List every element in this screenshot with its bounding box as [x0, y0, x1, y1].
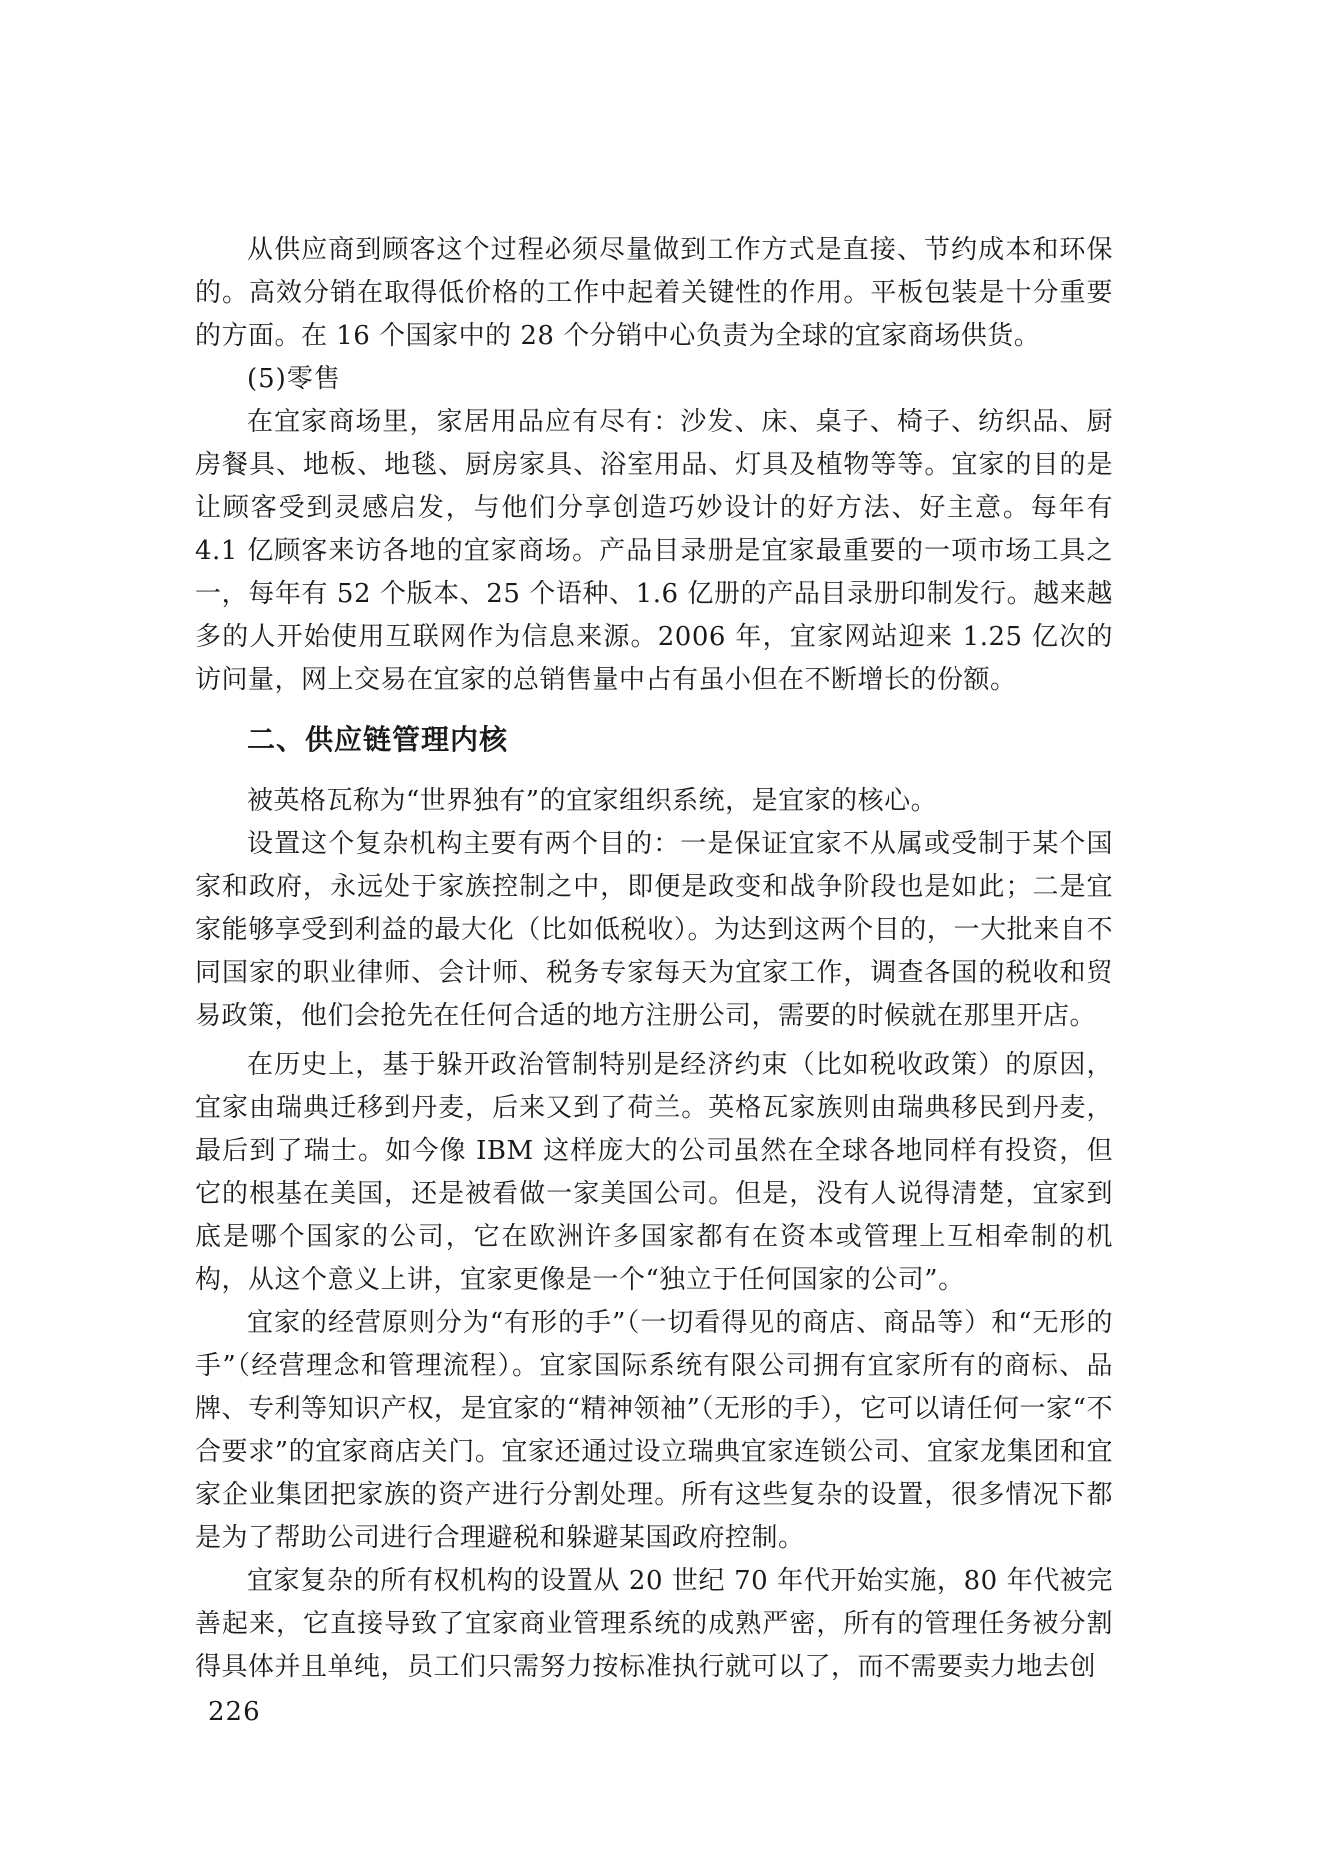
- paragraph-history: 在历史上，基于躲开政治管制特别是经济约束（比如税收政策）的原因，宜家由瑞典迁移到丹麦，后来又到了荷兰。英格瓦家族则由瑞典移民到丹麦，最后到了瑞士。如今像 IBM 这样庞大的公司虽然在全球各地同样有投资，但它的根基在美国，还是被看做一家美国公司。但是，没有人说得清楚，宜家到底是哪个国家的公司，它在欧洲许多国家都有在资本或管理上互相牵制的机构，从这个意义上讲，宜家更像是一个“独立于任何国家的公司”。: [195, 1050, 1113, 1295]
- body-text: [195, 229, 1113, 1689]
- paragraph-retail: 在宜家商场里，家居用品应有尽有：沙发、床、桌子、椅子、纺织品、厨房餐具、地板、地毯、厨房家具、浴室用品、灯具及植物等等。宜家的目的是让顾客受到灵感启发，与他们分享创造巧妙设计的好方法、好主意。每年有 4.1 亿顾客来访各地的宜家商场。产品目录册是宜家最重要的一项市场工具之一，每年有 52 个版本、25 个语种、1.6 亿册的产品目录册印制发行。越来越多的人开始使用互联网作为信息来源。2006 年，宜家网站迎来 1.25 亿次的访问量，网上交易在宜家的总销售量中占有虽小但在不断增长的份额。: [195, 407, 1113, 695]
- paragraph-organization-core: 被英格瓦称为“世界独有”的宜家组织系统，是宜家的核心。: [247, 786, 938, 816]
- paragraph-business-principles: 宜家的经营原则分为“有形的手”（一切看得见的商店、商品等）和“无形的手”（经营理念和管理流程）。宜家国际系统有限公司拥有宜家所有的商标、品牌、专利等知识产权，是宜家的“精神领袖”（无形的手），它可以请任何一家“不合要求”的宜家商店关门。宜家还通过设立瑞典宜家连锁公司、宜家龙集团和宜家企业集团把家族的资产进行分割处理。所有这些复杂的设置，很多情况下都是为了帮助公司进行合理避税和躲避某国政府控制。: [195, 1308, 1113, 1553]
- page-number: 226: [208, 1697, 261, 1727]
- section-heading: 二、供应链管理内核: [247, 723, 509, 756]
- paragraph-ownership-structure: 宜家复杂的所有权机构的设置从 20 世纪 70 年代开始实施，80 年代被完善起来，它直接导致了宜家商业管理系统的成熟严密，所有的管理任务被分割得具体并且单纯，员工们只需努力按标准执行就可以了，而不需要卖力地去创: [195, 1566, 1113, 1682]
- subheading-retail: (5)零售: [247, 364, 341, 394]
- paragraph-distribution: 从供应商到顾客这个过程必须尽量做到工作方式是直接、节约成本和环保的。高效分销在取得低价格的工作中起着关键性的作用。平板包装是十分重要的方面。在 16 个国家中的 28 个分销中心负责为全球的宜家商场供货。: [195, 235, 1113, 351]
- paragraph-two-purposes: 设置这个复杂机构主要有两个目的：一是保证宜家不从属或受制于某个国家和政府，永远处于家族控制之中，即便是政变和战争阶段也是如此；二是宜家能够享受到利益的最大化（比如低税收）。为达到这两个目的，一大批来自不同国家的职业律师、会计师、税务专家每天为宜家工作，调查各国的税收和贸易政策，他们会抢先在任何合适的地方注册公司，需要的时候就在那里开店。: [195, 829, 1113, 1031]
